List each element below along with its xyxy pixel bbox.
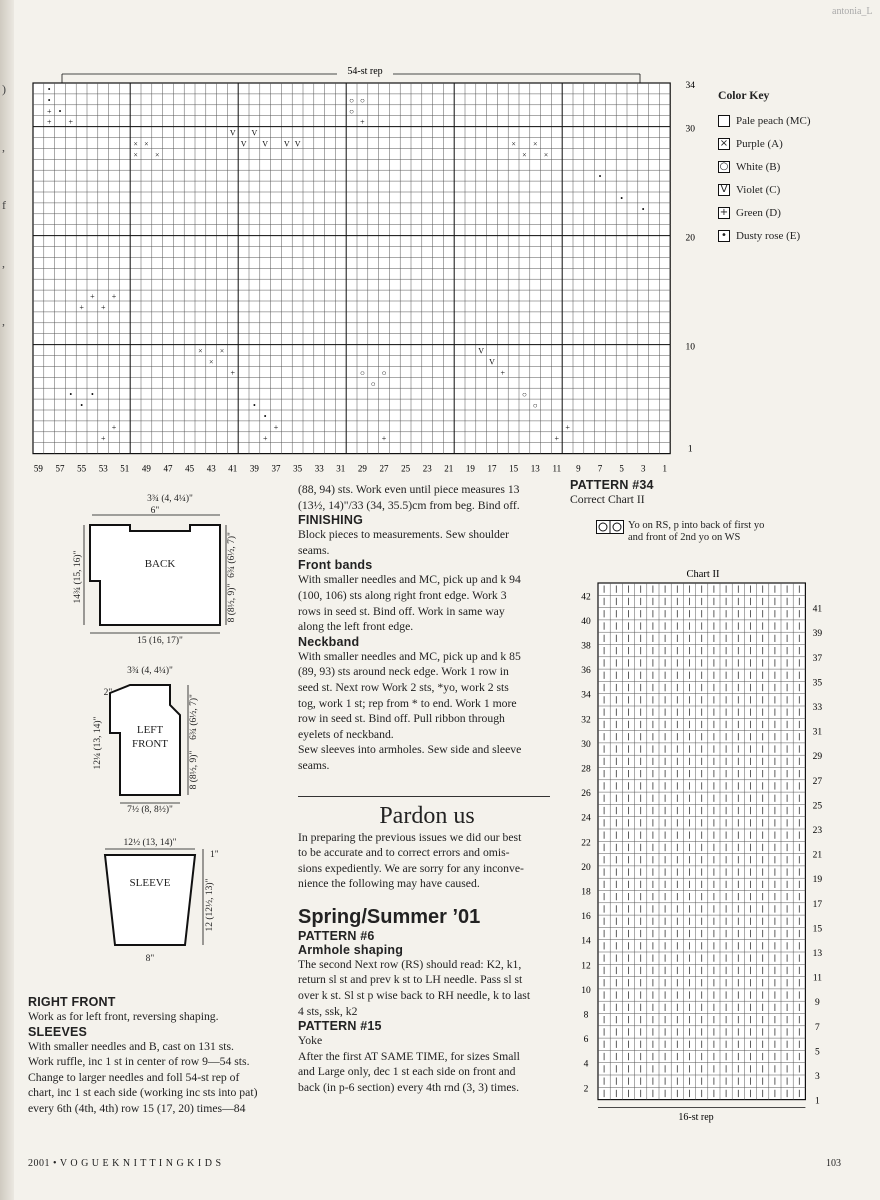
pattern-6-heading: PATTERN #6 [298, 928, 375, 943]
chart-ii-row-even: 2 [583, 1084, 589, 1095]
pattern-15-heading: PATTERN #15 [298, 1019, 382, 1034]
yo-symbol-icon [596, 520, 624, 534]
chart-symbol: • [90, 390, 94, 400]
chart-symbol: V [489, 357, 495, 367]
front-bands-heading: Front bands [298, 558, 373, 573]
chart-ii-row-odd: 31 [812, 727, 823, 738]
chart-ii [570, 565, 825, 1125]
footer-left: 2001 • V O G U E K N I T T I N G K I D S [28, 1158, 222, 1169]
yo-legend: Yo on RS, p into back of first yo and front of 2nd yo on WS [570, 520, 810, 544]
chart-col-number: 15 [509, 463, 519, 474]
chart-ii-row-odd: 17 [812, 899, 823, 910]
chart-symbol: + [360, 117, 365, 127]
chart-ii-row-odd: 9 [815, 998, 820, 1009]
chart-ii-row-even: 28 [581, 764, 591, 775]
svg-text:15 (16, 17)": 15 (16, 17)" [137, 636, 183, 646]
chart-col-number: 5 [619, 463, 624, 474]
chart-symbol: ○ [532, 401, 538, 411]
chart-col-number: 7 [597, 463, 603, 474]
back-schematic [90, 525, 220, 625]
chart-symbol: • [641, 204, 645, 214]
chart-ii-row-odd: 27 [812, 776, 823, 787]
chart-ii-row-even: 24 [581, 813, 591, 824]
chart-symbol: + [100, 302, 106, 312]
season-title: Spring/Summer ’01 [298, 905, 481, 928]
chart-ii-row-even: 30 [581, 739, 591, 750]
chart-symbol: ○ [359, 368, 365, 378]
chart-ii-row-even: 42 [581, 592, 591, 603]
chart-ii-row-odd: 21 [812, 850, 823, 861]
chart-ii-row-even: 34 [581, 690, 591, 701]
chart-symbol: × [543, 150, 549, 160]
chart-symbol: V [478, 346, 485, 356]
chart-col-number: 11 [552, 463, 562, 474]
chart-ii-row-odd: 15 [812, 924, 823, 935]
chart-col-number: 57 [55, 463, 65, 474]
chart-col-number: 43 [206, 463, 216, 474]
chart-rep-label: 54-st rep [347, 66, 383, 77]
color-key-item [718, 225, 811, 248]
chart-row-number: 30 [685, 124, 695, 135]
chart-col-number: 23 [422, 463, 432, 474]
chart-symbol: ○ [381, 368, 387, 378]
color-swatch-icon [718, 115, 730, 127]
chart-ii-row-even: 26 [581, 789, 591, 800]
chart-symbol: + [381, 433, 387, 443]
sleeves-heading: SLEEVES [28, 1024, 88, 1039]
chart-ii-row-even: 6 [583, 1035, 589, 1046]
svg-text:3¾ (4, 4¼)": 3¾ (4, 4¼)" [147, 494, 193, 504]
chart-ii-row-even: 36 [581, 666, 591, 677]
page-number: 103 [826, 1158, 841, 1169]
chart-symbol: + [46, 117, 52, 127]
chart-col-number: 13 [530, 463, 540, 474]
chart-col-number: 41 [228, 463, 238, 474]
chart-col-number: 1 [662, 463, 668, 474]
chart-symbol: • [252, 401, 256, 411]
chart-symbol: × [219, 346, 225, 356]
chart-row-number: 20 [685, 233, 695, 244]
chart-col-number: 9 [576, 463, 581, 474]
chart-col-number: 25 [401, 463, 411, 474]
chart-symbol: + [262, 433, 268, 443]
chart-symbol: V [240, 139, 247, 149]
svg-text:6": 6" [150, 506, 160, 516]
color-key-item [718, 179, 811, 202]
svg-text:6¾ (6½, 7)": 6¾ (6½, 7)" [189, 694, 199, 740]
chart-symbol: + [500, 368, 506, 378]
chart-symbol: + [230, 368, 236, 378]
finishing-heading: FINISHING [298, 513, 363, 528]
svg-text:FRONT: FRONT [131, 738, 169, 750]
color-key-item [718, 202, 811, 225]
chart-symbol: × [133, 139, 138, 149]
chart-symbol: ○ [349, 106, 355, 116]
color-key-label: Pale peach (MC) [736, 115, 811, 128]
svg-text:8 (8½, 9)": 8 (8½, 9)" [189, 750, 199, 790]
pardon-title: Pardon us [379, 802, 475, 829]
chart-col-number: 19 [465, 463, 475, 474]
svg-text:3¾ (4, 4¼)": 3¾ (4, 4¼)" [127, 666, 173, 676]
color-swatch-icon: V [718, 184, 730, 196]
chart-symbol: + [79, 302, 84, 312]
chart-ii-row-odd: 29 [812, 752, 823, 763]
chart-col-number: 27 [379, 463, 389, 474]
chart-col-number: 51 [120, 463, 130, 474]
left-column [28, 995, 278, 1117]
color-key-item [718, 110, 811, 133]
chart-ii-row-odd: 37 [812, 653, 823, 664]
color-key-label: Purple (A) [736, 138, 783, 151]
chart-col-number: 29 [357, 463, 367, 474]
chart-symbol: × [133, 150, 138, 160]
sleeves-continued: (88, 94) sts. Work even until piece measures 13 (13½, 14)"/33 (34, 35.5)cm from beg. Bind off. [298, 483, 520, 512]
svg-text:2": 2" [103, 688, 113, 698]
svg-text:7½ (8, 8½)": 7½ (8, 8½)" [127, 805, 173, 815]
color-swatch-icon: + [719, 207, 729, 219]
chart-ii-title: Chart II [686, 569, 720, 580]
chart-col-number: 59 [33, 463, 43, 474]
chart-symbol: + [90, 292, 95, 302]
chart-col-number: 21 [444, 463, 454, 474]
chart-col-number: 47 [163, 463, 173, 474]
chart-symbol: + [273, 422, 279, 432]
svg-text:BACK: BACK [144, 558, 176, 570]
right-front-heading: RIGHT FRONT [28, 995, 116, 1009]
chart-ii-row-odd: 19 [812, 875, 823, 886]
chart-col-number: 45 [185, 463, 195, 474]
chart-ii-row-odd: 23 [812, 826, 823, 836]
chart-symbol: × [522, 150, 527, 160]
chart-symbol: • [47, 84, 51, 94]
chart-row-number: 10 [685, 342, 695, 353]
chart-ii-row-odd: 13 [812, 949, 823, 959]
chart-col-number: 3 [640, 463, 646, 474]
svg-text:6¾ (6½, 7)": 6¾ (6½, 7)" [227, 532, 237, 578]
chart-ii-row-odd: 35 [812, 678, 823, 689]
svg-text:8 (8½, 9)": 8 (8½, 9)" [227, 583, 237, 623]
chart-symbol: ○ [521, 390, 527, 400]
chart-symbol: ○ [349, 95, 355, 105]
chart-ii-row-odd: 7 [815, 1022, 820, 1033]
chart-col-number: 53 [98, 463, 108, 474]
colorwork-chart [0, 60, 700, 480]
corner-mark: antonia_L [832, 6, 873, 17]
chart-ii-row-even: 16 [581, 912, 591, 923]
chart-symbol: • [263, 411, 267, 421]
chart-col-number: 33 [314, 463, 324, 474]
color-key-item [718, 133, 811, 156]
right-column [570, 478, 810, 544]
color-key-label: Dusty rose (E) [736, 230, 801, 243]
color-swatch-icon: × [719, 138, 729, 150]
chart-symbol: V [294, 139, 301, 149]
right-front-text: Work as for left front, reversing shaping. [28, 1010, 219, 1023]
chart-symbol: + [100, 433, 106, 443]
chart-col-number: 39 [249, 463, 259, 474]
chart-ii-row-even: 4 [583, 1059, 589, 1070]
chart-ii-row-odd: 39 [812, 629, 823, 640]
chart-symbol: × [144, 139, 149, 149]
pattern-34-sub: Correct Chart II [570, 493, 645, 506]
chart-ii-rep: 16-st rep [678, 1112, 714, 1123]
chart-col-number: 17 [487, 463, 497, 474]
chart-symbol: V [262, 139, 269, 149]
chart-col-number: 55 [77, 463, 87, 474]
chart-symbol: • [598, 172, 602, 182]
chart-symbol: + [554, 433, 560, 443]
chart-symbol: ○ [370, 379, 376, 389]
color-swatch-icon: ○ [719, 161, 729, 173]
chart-symbol: × [511, 139, 516, 149]
chart-ii-row-even: 8 [583, 1010, 589, 1021]
svg-text:8": 8" [145, 954, 155, 964]
chart-ii-row-odd: 41 [812, 604, 823, 615]
chart-symbol: V [283, 139, 290, 149]
chart-symbol: + [565, 422, 570, 432]
chart-symbol: ○ [359, 95, 365, 105]
color-swatch-icon: • [718, 230, 730, 242]
chart-symbol: • [69, 390, 73, 400]
chart-ii-row-even: 10 [581, 985, 591, 996]
chart-symbol: • [58, 106, 62, 116]
chart-ii-row-odd: 11 [812, 973, 822, 984]
chart-symbol: + [111, 292, 117, 302]
chart-symbol: × [532, 139, 538, 149]
chart-symbol: + [68, 117, 74, 127]
svg-text:12½ (13, 14)": 12½ (13, 14)" [123, 838, 177, 848]
pattern-34-heading: PATTERN #34 [570, 478, 654, 492]
chart-ii-row-odd: 33 [812, 703, 823, 713]
armhole-heading: Armhole shaping [298, 942, 404, 957]
chart-row-number: 1 [687, 444, 693, 455]
schematics [60, 485, 250, 965]
chart-symbol: V [229, 128, 236, 138]
chart-ii-row-even: 40 [581, 616, 591, 627]
svg-text:12¼ (13, 14)": 12¼ (13, 14)" [93, 716, 103, 770]
chart-symbol: • [80, 401, 84, 411]
chart-col-number: 37 [271, 463, 281, 474]
middle-column: (88, 94) sts. Work even until piece measures 13 (13½, 14)"/33 (34, 35.5)cm from beg. Bind off. FINISHING Block pieces to measurements. Sew shoulder seams. Front bands With smaller needles and MC, pick up and k 94 (100, 106) sts along right front edge. Work 3 rows in seed st. Bind off. Work in same way along the left front edge. Neckband With smaller needles and MC, pick up and k 85 (89, 93) sts around neck edge. Work 1 row in seed st. Next row Work 2 sts, *yo, work 2 sts tog, work 1 st; rep from * to end. Work 1 more row in seed st. Bind off. Pull ribbon through eyelets of neckband. Sew sleeves into armholes. Sew side and sleeve seams. Pardon us In preparing the previous issues we did our best to be accurate and to correct errors and omis- sions expediently. We are sorry for any inconve- nience the following may have caused. Spring/Summer ’01 PATTERN #6 Armhole shaping The second Next row (RS) should read: K2, k1, return sl st and prev k st to LH needle. Pass sl st over k st. Sl st p wise back to RH needle, k to last 4 sts, ssk, k2 PATTERN #15 Yoke After the first AT SAME TIME, for sizes Small and Large only, dec 1 st each side on front and back (in p-6 section) every 4th rnd (3, 3) times. [298, 482, 556, 1096]
chart-ii-row-even: 22 [581, 838, 591, 849]
chart-ii-row-even: 14 [581, 936, 591, 947]
chart-ii-row-even: 38 [581, 641, 591, 652]
color-key-item [718, 156, 811, 179]
chart-symbol: + [111, 422, 117, 432]
chart-ii-row-even: 20 [581, 862, 591, 873]
color-key-title: Color Key [718, 89, 770, 102]
svg-text:LEFT: LEFT [136, 724, 164, 736]
svg-text:1": 1" [210, 850, 219, 860]
svg-text:SLEEVE: SLEEVE [129, 877, 171, 889]
chart-ii-row-odd: 3 [815, 1072, 820, 1082]
svg-text:14¾ (15, 16)": 14¾ (15, 16)" [73, 550, 83, 604]
svg-text:12 (12½, 13)": 12 (12½, 13)" [205, 878, 215, 932]
chart-ii-row-odd: 1 [815, 1096, 820, 1107]
chart-symbol: + [46, 106, 52, 116]
chart-symbol: × [208, 357, 214, 367]
chart-ii-row-even: 12 [581, 961, 591, 972]
color-key-label: Violet (C) [736, 184, 781, 197]
chart-symbol: × [198, 346, 203, 356]
color-key-label: White (B) [736, 161, 781, 174]
chart-col-number: 49 [141, 463, 151, 474]
sleeves-text: With smaller needles and B, cast on 131 sts. Work ruffle, inc 1 st in center of row 9—54 sts. Change to larger needles and foll 54-st rep of chart, inc 1 st each side (working inc sts into pat) every 6th (4th, 4th) row 15 (17, 20) times—84 [28, 1039, 258, 1115]
chart-symbol: V [251, 128, 258, 138]
yoke-heading: Yoke [298, 1034, 323, 1048]
chart-row-number: 34 [685, 81, 695, 91]
chart-symbol: • [47, 95, 51, 105]
chart-symbol: • [620, 193, 624, 203]
chart-ii-row-even: 18 [581, 887, 591, 898]
neckband-heading: Neckband [298, 634, 360, 649]
chart-col-number: 35 [293, 463, 303, 474]
color-key [718, 88, 811, 248]
divider [298, 796, 550, 797]
chart-ii-row-odd: 25 [812, 801, 823, 812]
chart-symbol: × [154, 150, 160, 160]
chart-col-number: 31 [336, 463, 346, 474]
gutter-marks: ) , f , , [2, 82, 6, 328]
chart-ii-row-even: 32 [581, 715, 591, 726]
chart-ii-row-odd: 5 [815, 1047, 820, 1058]
color-key-label: Green (D) [736, 207, 781, 220]
